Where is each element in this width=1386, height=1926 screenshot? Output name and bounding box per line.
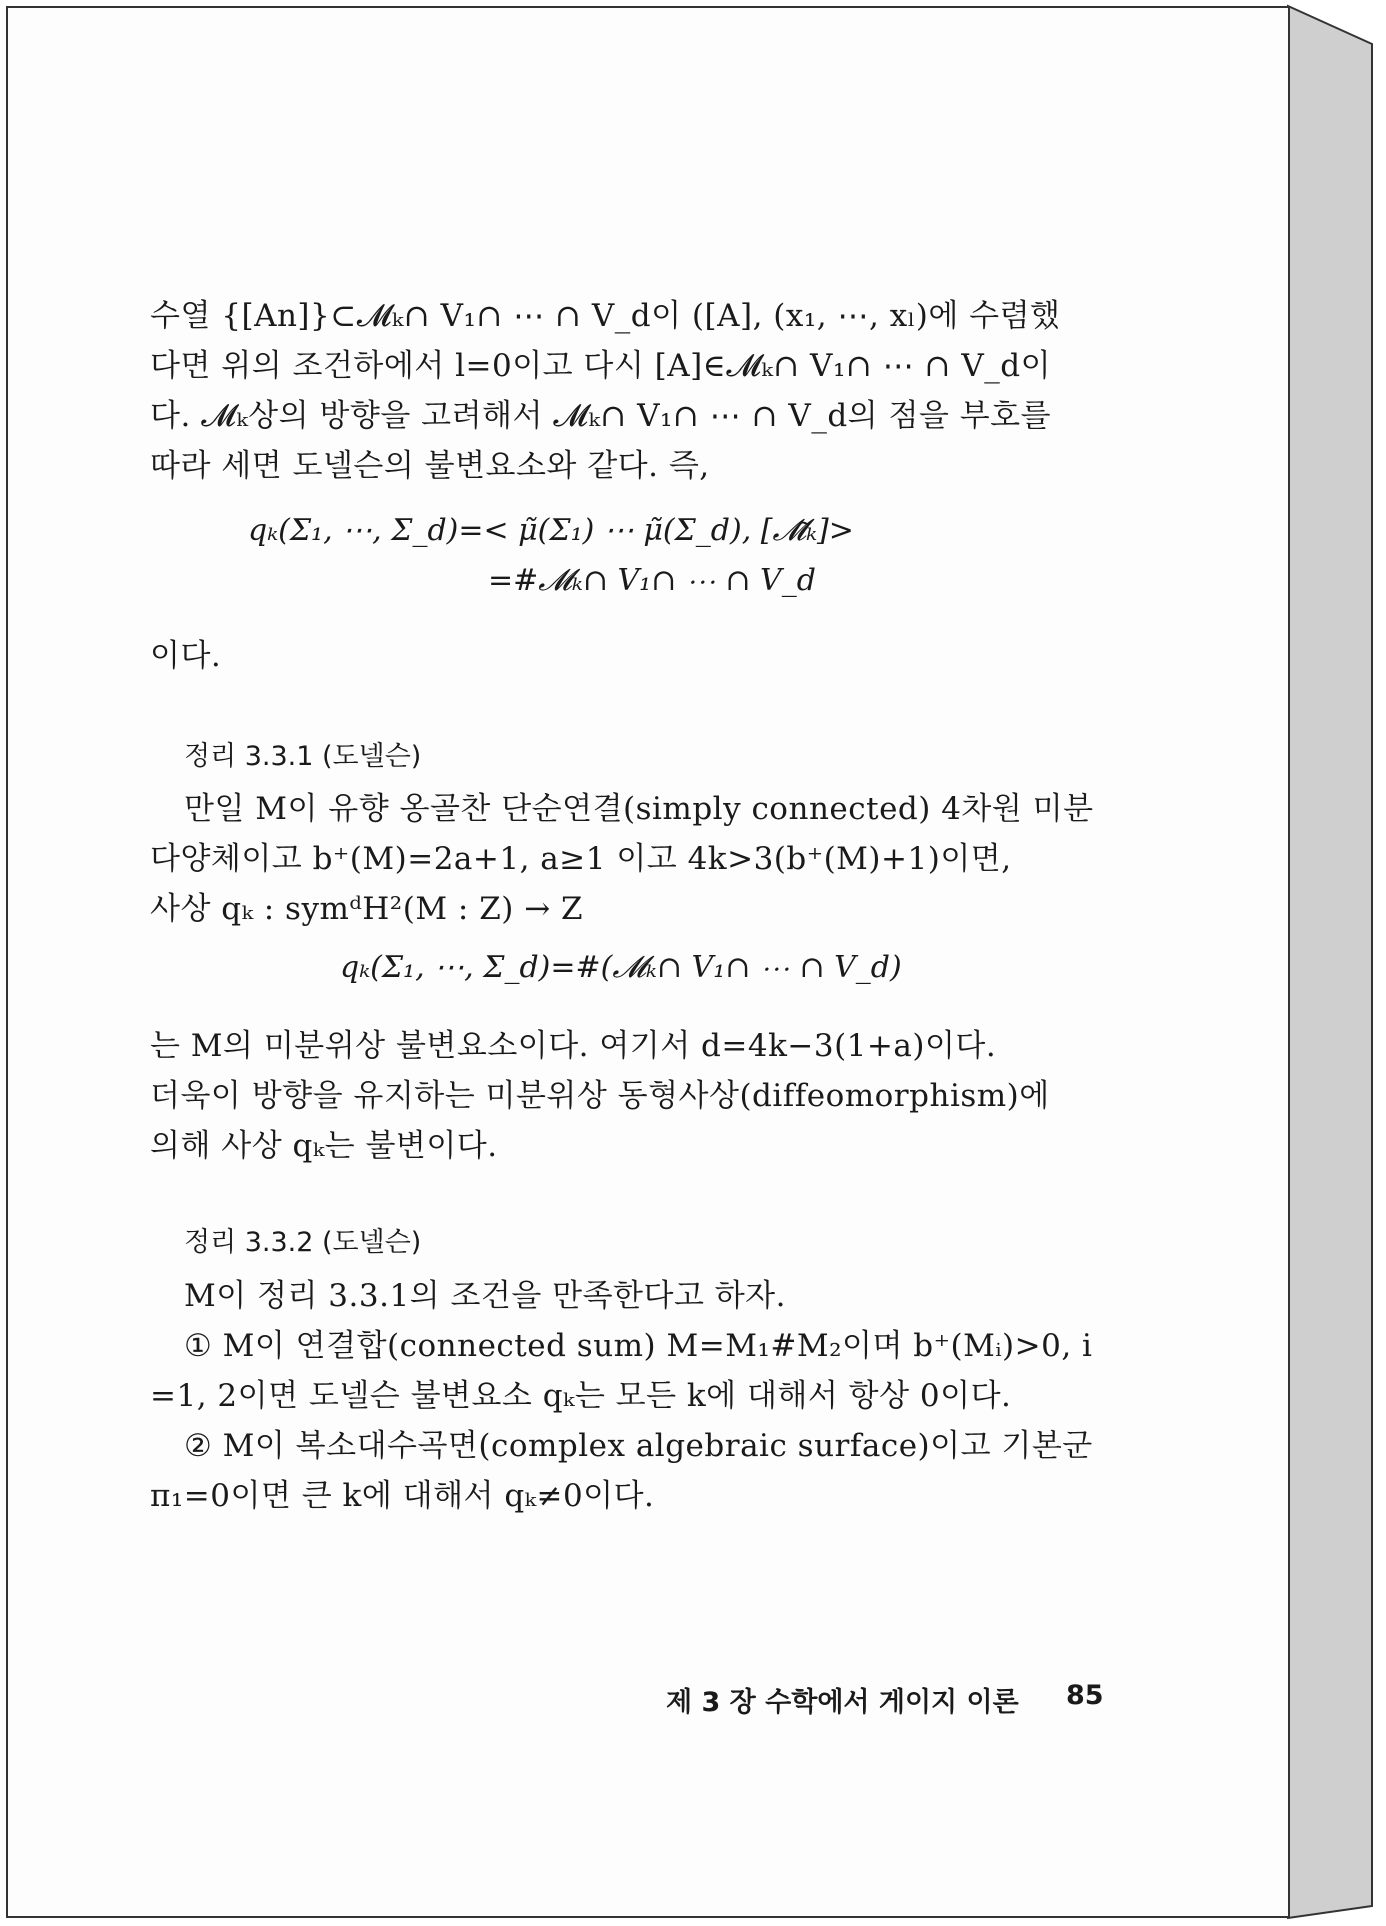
- equation-line: qₖ(Σ₁, ⋯, Σ_d)=< μ̃(Σ₁) ⋯ μ̃(Σ_d), [𝓜̃ₖ]>: [248, 513, 854, 548]
- text-line: ② M이 복소대수곡면(complex algebraic surface)이고 기본군: [184, 1428, 1093, 1464]
- theorem-heading: 정리 3.3.2 (도넬슨): [184, 1227, 422, 1258]
- equation-line: qₖ(Σ₁, ⋯, Σ_d)=#(𝓜ₖ∩ V₁∩ ⋯ ∩ V_d): [340, 950, 902, 985]
- text-line: =1, 2이면 도넬슨 불변요소 qₖ는 모든 k에 대해서 항상 0이다.: [150, 1378, 1012, 1414]
- paragraph-end: 이다.: [150, 638, 222, 674]
- text-line: 더욱이 방향을 유지하는 미분위상 동형사상(diffeomorphism)에: [150, 1078, 1050, 1114]
- text-line: ① M이 연결합(connected sum) M=M₁#M₂이며 b⁺(Mᵢ)>0, i: [184, 1328, 1093, 1364]
- text-line: M이 정리 3.3.1의 조건을 만족한다고 하자.: [184, 1278, 786, 1314]
- chapter-title: 제 3 장 수학에서 게이지 이론: [666, 1687, 1019, 1718]
- page-number: 85: [1066, 1680, 1104, 1711]
- text-line: 다면 위의 조건하에서 l=0이고 다시 [A]∈𝓜ₖ∩ V₁∩ ⋯ ∩ V_d이: [150, 348, 1052, 384]
- theorem-heading: 정리 3.3.1 (도넬슨): [184, 741, 422, 772]
- text-line: 만일 M이 유향 옹골찬 단순연결(simply connected) 4차원 미분: [184, 791, 1094, 827]
- text-line: 다. 𝓜ₖ상의 방향을 고려해서 𝓜ₖ∩ V₁∩ ⋯ ∩ V_d의 점을 부호를: [150, 398, 1052, 434]
- text-line: 따라 세면 도넬슨의 불변요소와 같다. 즉,: [150, 448, 710, 484]
- equation-line: =#𝓜ₖ∩ V₁∩ ⋯ ∩ V_d: [488, 563, 816, 598]
- text-line: 사상 qₖ : symᵈH²(M : Z) → Z: [150, 891, 584, 927]
- text-line: 는 M의 미분위상 불변요소이다. 여기서 d=4k−3(1+a)이다.: [150, 1028, 997, 1064]
- text-line: π₁=0이면 큰 k에 대해서 qₖ≠0이다.: [150, 1478, 655, 1514]
- text-line: 다양체이고 b⁺(M)=2a+1, a≥1 이고 4k>3(b⁺(M)+1)이면,: [150, 841, 1012, 877]
- text-line: 수열 {[An]}⊂𝓜ₖ∩ V₁∩ ⋯ ∩ V_d이 ([A], (x₁, ⋯, xₗ)에 수렴했: [150, 298, 1061, 334]
- book-page: [6, 6, 1290, 1918]
- text-line: 의해 사상 qₖ는 불변이다.: [150, 1128, 498, 1164]
